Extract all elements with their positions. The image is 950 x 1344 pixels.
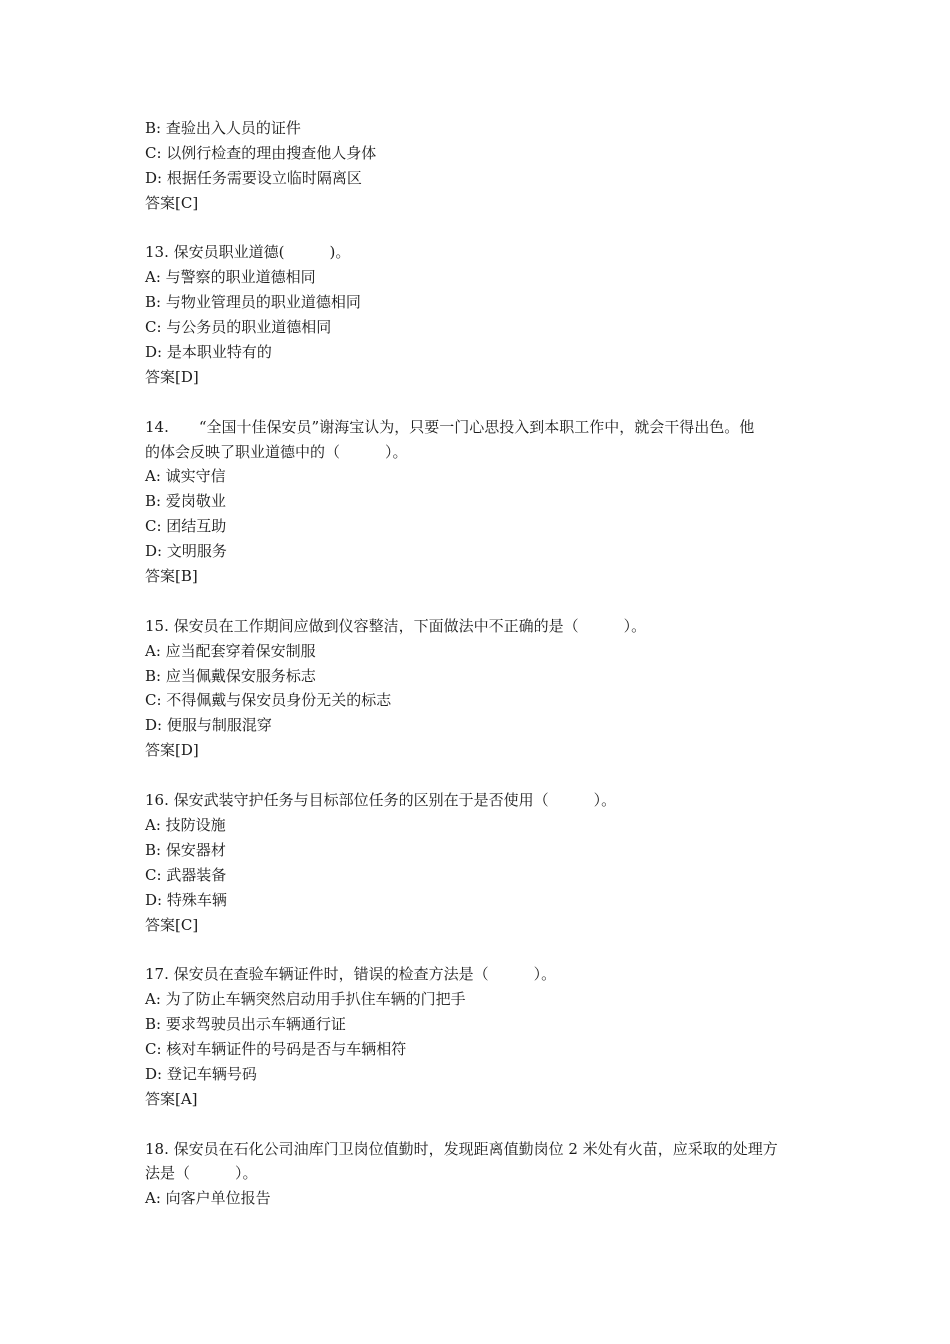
question-list (145, 116, 825, 1211)
question-block (145, 116, 825, 216)
answer-option: C: 武器装备 (145, 865, 227, 884)
answer-option: D: 根据任务需要设立临时隔离区 (145, 168, 362, 187)
question-stem: 13. 保安员职业道德( )。 (145, 243, 351, 262)
question-stem: 15. 保安员在工作期间应做到仪容整洁，下面做法中不正确的是（ ）。 (145, 616, 647, 635)
answer-option: D: 文明服务 (145, 542, 227, 561)
answer-option: D: 是本职业特有的 (145, 343, 272, 362)
block-spacer (145, 763, 825, 788)
answer-key: 答案[D] (145, 741, 199, 760)
answer-key: 答案[C] (145, 193, 199, 212)
answer-key: 答案[C] (145, 915, 199, 934)
answer-option: A: 技防设施 (145, 815, 226, 834)
question-stem: 17. 保安员在查验车辆证件时，错误的检查方法是（ ）。 (145, 965, 557, 984)
question-block (145, 1137, 825, 1212)
question-block (145, 614, 825, 763)
block-spacer (145, 1112, 825, 1137)
answer-key: 答案[B] (145, 567, 198, 586)
answer-option: A: 与警察的职业道德相同 (145, 268, 316, 287)
question-stem: 16. 保安武装守护任务与目标部位任务的区别在于是否使用（ ）。 (145, 791, 617, 810)
answer-option: C: 团结互助 (145, 517, 227, 536)
block-spacer (145, 216, 825, 241)
question-stem: 14. “全国十佳保安员”谢海宝认为，只要一门心思投入到本职工作中，就会干得出色。他 (145, 417, 755, 436)
question-stem: 18. 保安员在石化公司油库门卫岗位值勤时，发现距离值勤岗位 2 米处有火苗，应采取的处理方 (145, 1139, 778, 1158)
block-spacer (145, 390, 825, 415)
block-spacer (145, 589, 825, 614)
answer-option: A: 诚实守信 (145, 467, 226, 486)
answer-option: C: 以例行检查的理由搜查他人身体 (145, 143, 377, 162)
question-stem: 的体会反映了职业道德中的（ ）。 (145, 442, 408, 461)
question-block (145, 415, 825, 589)
answer-option: D: 便服与制服混穿 (145, 716, 272, 735)
answer-option: A: 应当配套穿着保安制服 (145, 641, 316, 660)
question-block (145, 240, 825, 389)
answer-option: B: 要求驾驶员出示车辆通行证 (145, 1015, 346, 1034)
answer-option: C: 不得佩戴与保安员身份无关的标志 (145, 691, 392, 710)
answer-option: D: 特殊车辆 (145, 890, 227, 909)
answer-option: A: 为了防止车辆突然启动用手扒住车辆的门把手 (145, 990, 466, 1009)
block-spacer (145, 937, 825, 962)
answer-key: 答案[D] (145, 367, 199, 386)
answer-option: C: 核对车辆证件的号码是否与车辆相符 (145, 1039, 407, 1058)
question-stem: 法是（ ）。 (145, 1164, 258, 1183)
answer-option: B: 保安器材 (145, 840, 226, 859)
answer-option: A: 向客户单位报告 (145, 1189, 271, 1208)
question-block (145, 788, 825, 937)
question-block (145, 962, 825, 1111)
answer-option: B: 查验出入人员的证件 (145, 119, 301, 137)
answer-option: B: 应当佩戴保安服务标志 (145, 666, 316, 685)
answer-option: B: 爱岗敬业 (145, 492, 226, 511)
answer-option: D: 登记车辆号码 (145, 1064, 257, 1083)
answer-option: B: 与物业管理员的职业道德相同 (145, 293, 361, 312)
answer-option: C: 与公务员的职业道德相同 (145, 318, 332, 337)
answer-key: 答案[A] (145, 1089, 198, 1108)
